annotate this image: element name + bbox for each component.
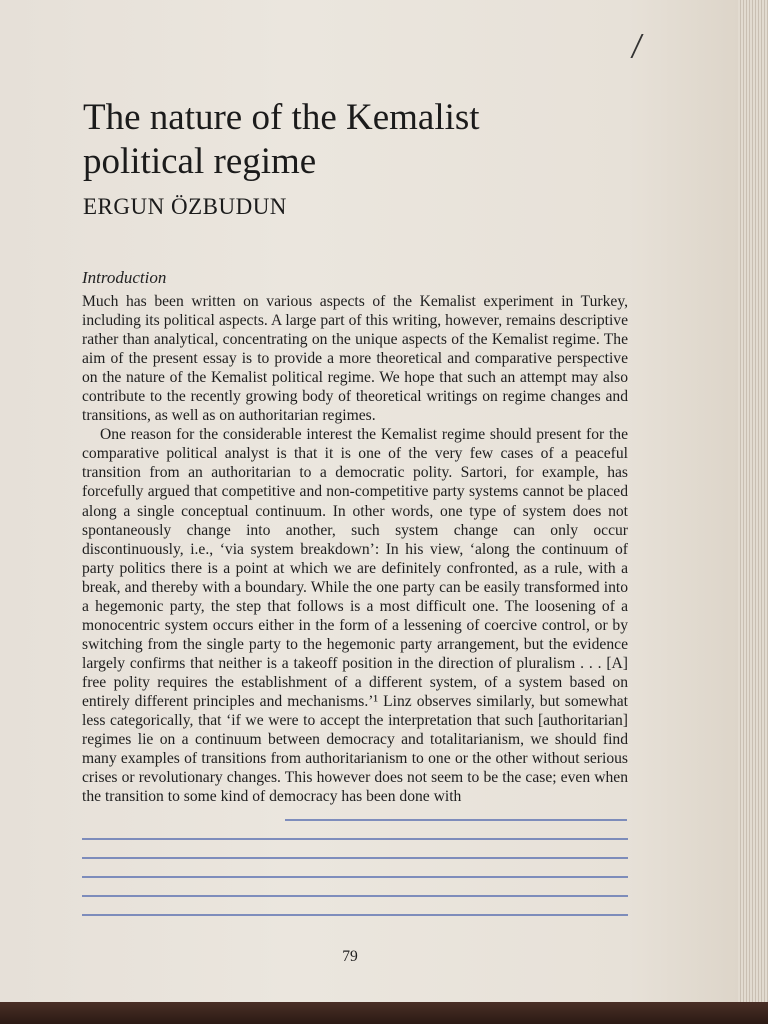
pencil-mark (630, 34, 659, 58)
title-line-2: political regime (83, 141, 317, 182)
body-text (82, 292, 628, 806)
pen-underline (82, 857, 628, 859)
pen-underline (82, 895, 628, 897)
book-cover-edge (0, 1002, 768, 1024)
author-name: ERGUN ÖZBUDUN (83, 194, 287, 219)
pen-underline (82, 876, 628, 878)
chapter-title (83, 96, 703, 184)
title-line-1: The nature of the Kemalist (83, 97, 480, 138)
paragraph-2: One reason for the considerable interest the Kemalist regime should present for the comparative political analyst is that it is one of the very few cases of a peaceful transition from an authoritarian to a democratic polity. Sartori, for example, has forcefully argued that competitive and non-competitive party systems cannot be placed along a single conceptual continuum. In other words, one type of system does not spontaneously change into another, such system change can only occur discontinuously, i.e., ‘via system breakdown’: In his view, ‘along the continuum of party politics there is a point at which we are definitely confronted, as a rule, with a break, and thereby with a boundary. While the one party can be easily transformed into a hegemonic party, the step that follows is a most difficult one. The loosening of a monocentric system occurs either in the form of a lessening of coercive control, or by switching from the single party to the hegemonic party arrangement, but the evidence largely confirms that neither is a takeoff position in the direction of pluralism . . . [A] free polity requires the establishment of a different system, of a system based on entirely different principles and mechanisms.’¹ Linz observes similarly, but somewhat less categorically, that ‘if we were to accept the interpretation that such [authoritarian] regimes lie on a continuum between democracy and totalitarianism, we should find many examples of transitions from authoritarianism to one or the other without serious crises or revolutionary changes. This however does not seem to be the case; even when the transition to some kind of democracy has been done with (82, 426, 628, 806)
paragraph-1: Much has been written on various aspects of the Kemalist experiment in Turkey, including its political aspects. A large part of this writing, however, remains descriptive rather than analytical, concentrating on the unique aspects of the Kemalist regime. The aim of the present essay is to provide a more theoretical and comparative perspective on the nature of the Kemalist political regime. We hope that such an attempt may also contribute to the recently growing body of theoretical writings on regime changes and transitions, as well as on authoritarian regimes. (82, 293, 628, 425)
pen-underline (82, 838, 628, 840)
pen-underline (82, 914, 628, 916)
pen-underline (285, 819, 627, 821)
page-edges (738, 0, 768, 1024)
section-heading: Introduction (82, 268, 167, 287)
page-number: 79 (342, 948, 358, 965)
